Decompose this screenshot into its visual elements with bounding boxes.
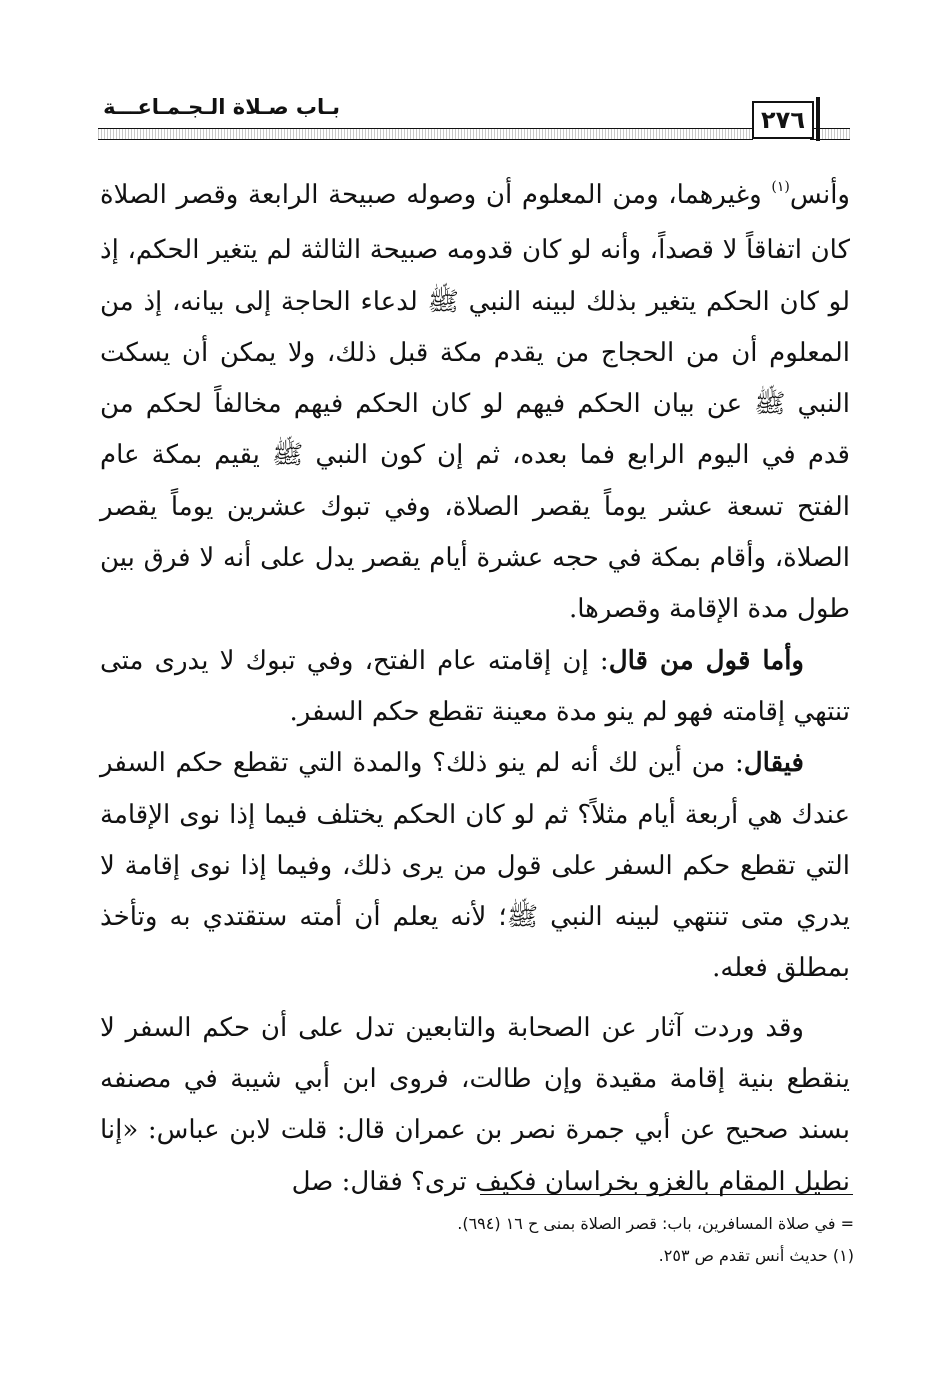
paragraph-2-text: : إن إقامته عام الفتح، وفي تبوك لا يدرى متى تنتهي إقامته فهو لم ينو مدة معينة تقطع حكم السفر. (100, 645, 850, 727)
paragraph-1-start: وأنس (789, 180, 850, 210)
page-header (98, 92, 850, 146)
footnote-separator (480, 1194, 853, 1195)
page-number: ٢٧٦ (752, 101, 814, 139)
footnote-continuation: = في صلاة المسافرين، باب: قصر الصلاة بمنى ح ١٦ (٦٩٤). (457, 1214, 854, 1233)
main-text (100, 170, 850, 1208)
header-rule (98, 128, 753, 140)
footnote-reference: (١) (771, 179, 790, 195)
paragraph-3 (100, 738, 850, 994)
paragraph-4: وقد وردت آثار عن الصحابة والتابعين تدل على أن حكم السفر لا ينقطع بنية إقامة مقيدة وإن طالت، فروى ابن أبي شيبة في مصنفه بسند صحيح عن أبي جمرة نصر بن عمران قال: قلت لابن عباس: «إنا نطيل المقام بالغزو بخراسان فكيف ترى؟ فقال: صل (100, 1012, 850, 1197)
paragraph-3-text: : من أين لك أنه لم ينو ذلك؟ والمدة التي تقطع حكم السفر عندك هي أربعة أيام مثلاً؟ ثم لو كان الحكم يختلف فيما إذا نوى الإقامة التي تقطع حكم السفر على قول من يرى ذلك، وفيما إذا نوى إقامة لا يدري متى تنتهي لبينه النبي ﷺ؛ لأنه يعلم أن أمته ستقتدي به وتأخذ بمطلق فعله. (100, 748, 850, 984)
footnotes (330, 1208, 854, 1272)
footnote-1: (١) حديث أنس تقدم ص ٢٥٣. (658, 1246, 854, 1265)
paragraph-1-text: وغيرهما، ومن المعلوم أن وصوله صبيحة الرابعة وقصر الصلاة كان اتفاقاً لا قصداً، وأنه لو كان قدومه صبيحة الثالثة لم يتغير الحكم، إذ لو كان الحكم يتغير بذلك لبينه النبي ﷺ لدعاء الحاجة إلى بيانه، إذ من المعلوم أن من الحجاج من يقدم مكة قبل ذلك، ولا يمكن أن يسكت النبي ﷺ عن بيان الحكم فيهم لو كان الحكم فيهم مخالفاً لحكم من قدم في اليوم الرابع فما بعده، ثم إن كون النبي ﷺ يقيم بمكة عام الفتح تسعة عشر يوماً يقصر الصلاة، وفي تبوك عشرين يوماً يقصر الصلاة، وأقام بمكة في حجه عشرة أيام يقصر يدل على أنه لا فرق بين طول مدة الإقامة وقصرها. (100, 180, 850, 625)
chapter-title: بـاب صـلاة الـجـمـاعـــة (103, 95, 340, 119)
paragraph-3-lead: فيقال (743, 748, 804, 779)
paragraph-2-lead: وأما قول من قال (608, 645, 804, 676)
paragraph-2 (100, 636, 850, 739)
paragraph-1 (100, 170, 850, 636)
